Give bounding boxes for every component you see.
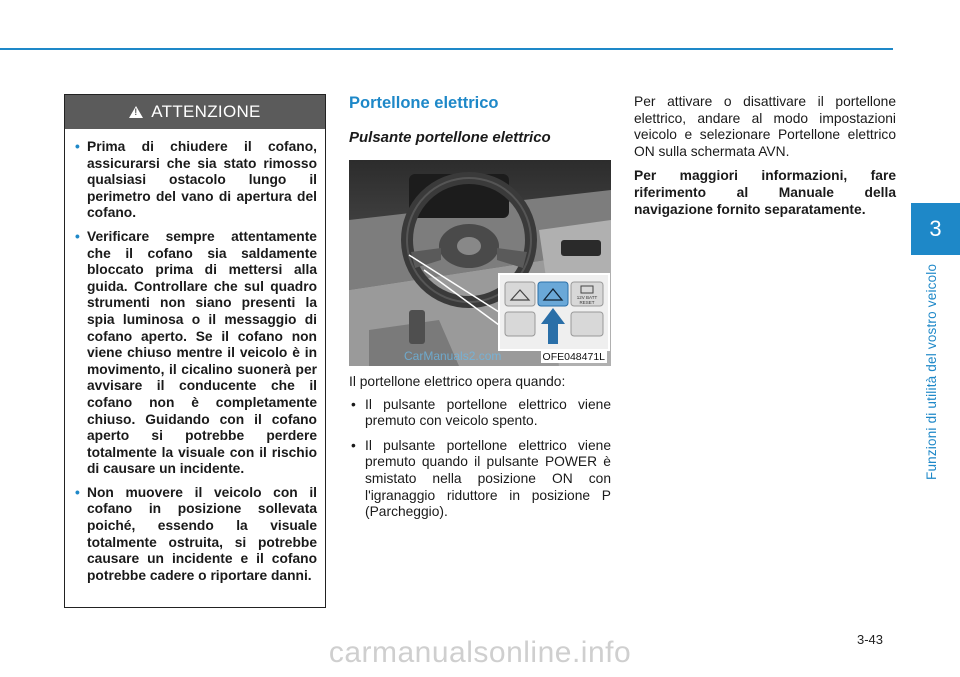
dashboard-illustration [349,160,611,366]
page-number: 3-43 [857,632,884,647]
reset-label: RESET [579,300,595,305]
warning-list [65,129,325,584]
reference-note: Per maggiori informazioni, fare riferimento al Manuale della navigazione fornito separatamente. [634,168,896,217]
right-column [634,94,896,226]
warning-item: • Verificare sempre attentamente che il cofano sia saldamente bloccato prima di mettersi alla guida. Controllare che sul quadro strumenti non siano presenti la spia luminosa o il messaggio di cofano aperto. Se il cofano non viene chiuso mentre il veicolo è in movimento, il cicalino suonerà per avvisare il conducente che il cofano non è completamente chiuso. Guidando con il cofano aperto si potrebbe perdere totalmente la visuale con il rischio di causare un incidente. [75,229,317,478]
settings-paragraph: Per attivare o disattivare il portellone elettrico, andare al modo impostazioni veicolo e selezionare Portellone elettrico ON sulla schermata AVN. [634,94,896,159]
condition-list [349,397,611,521]
warning-header [65,95,325,129]
section-title: Portellone elettrico [349,94,499,112]
warning-item: • Non muovere il veicolo con il cofano in posizione sollevata poiché, essendo la visuale totalmente ostruita, si potrebbe causare un incidente e il cofano potrebbe cadere o riportare danni. [75,485,317,585]
chapter-number: 3 [929,216,942,241]
warning-icon [129,106,143,118]
dashboard-figure [349,160,611,366]
condition-item: • Il pulsante portellone elettrico viene premuto con veicolo spento. [349,397,611,430]
warning-title: ATTENZIONE [151,102,261,121]
chapter-title: Funzioni di utilità del vostro veicolo [924,263,939,480]
figure-watermark: CarManuals2.com [404,349,502,363]
site-watermark: carmanualsonline.info [328,636,632,669]
warning-item: • Prima di chiudere il cofano, assicurarsi che sia stato rimosso qualsiasi ostacolo lungo il perimetro del vano di apertura del cofano. [75,139,317,222]
figure-caption: OFE048471L [542,351,605,363]
chapter-tab [911,203,960,255]
header-rule [0,48,893,50]
section-subtitle: Pulsante portellone elettrico [349,129,551,146]
warning-box [64,94,326,608]
section-intro: Il portellone elettrico opera quando: [349,374,566,389]
main-column [349,94,611,529]
condition-item: • Il pulsante portellone elettrico viene premuto quando il pulsante POWER è smistato nella posizione ON con l'igranaggio riduttore in posizione P (Parcheggio). [349,438,611,521]
batt-label: 12V BATT [576,295,598,300]
